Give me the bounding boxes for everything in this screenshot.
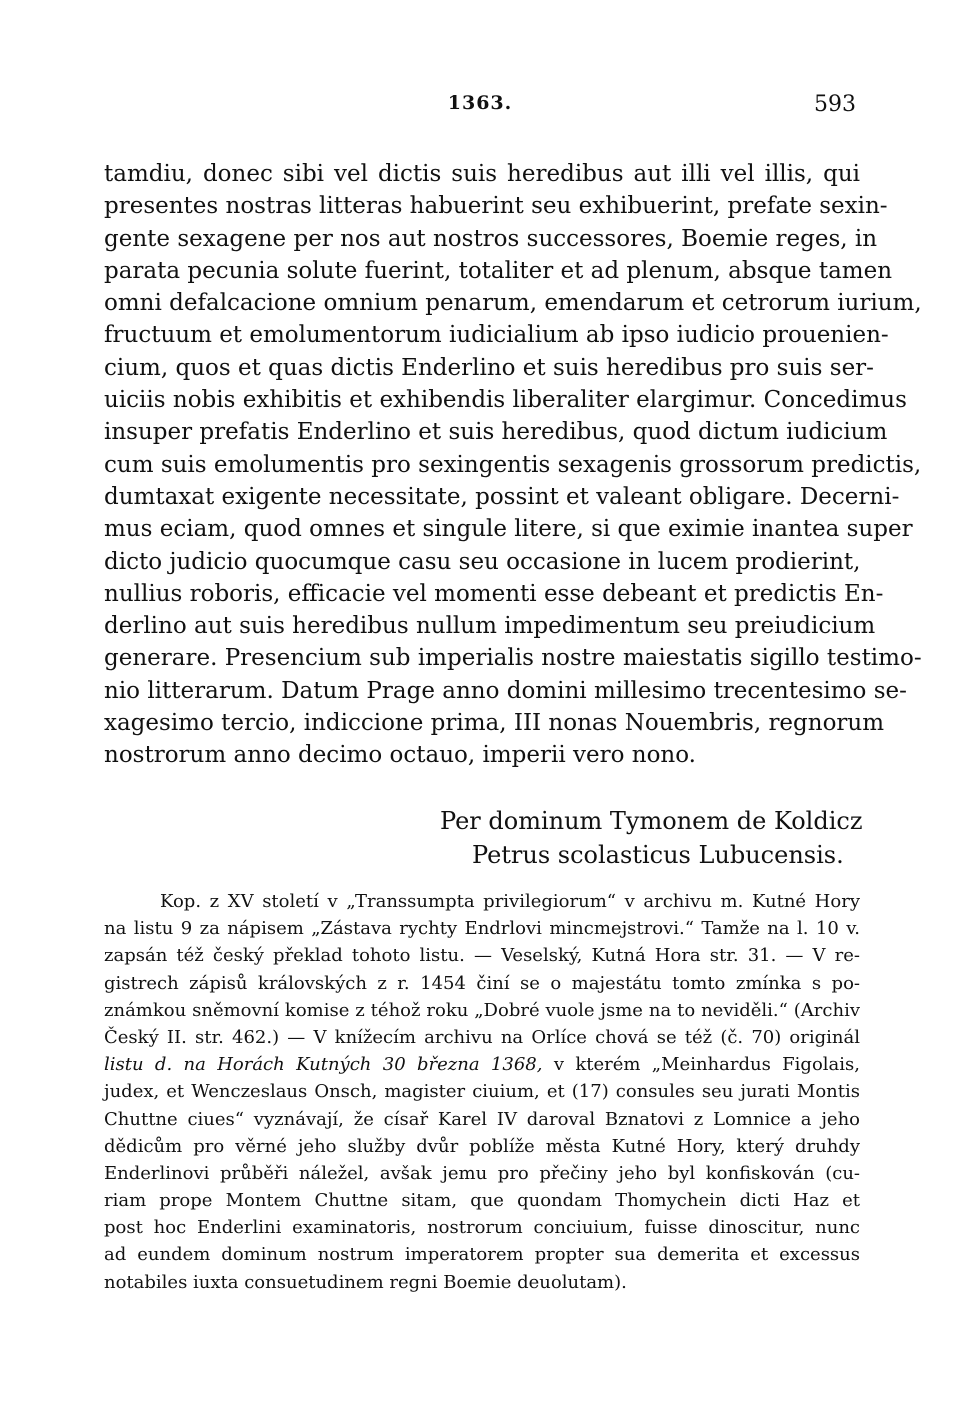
text-line: parata pecunia solute fuerint, totaliter et ad plenum, absque tamen (104, 257, 893, 284)
note-line: známkou sněmovní komise z téhož roku „Dobré vuole jsme na to neviděli.“ (Archiv (104, 999, 860, 1021)
note-line: judex, et Wenczeslaus Onsch, magister ciuium, et (17) consules seu jurati Montis (104, 1081, 860, 1103)
text-line: dumtaxat exigente necessitate, possint et valeant obligare. Decerni- (104, 483, 900, 510)
note-italic-date: listu d. na Horách Kutných 30 března 1368, (104, 1054, 543, 1076)
note-text: v kterém „Meinhardus Figolais, (542, 1054, 860, 1076)
text-line: fructuum et emolumentorum iudicialium ab ipso iudicio prouenien- (104, 322, 889, 349)
text-line: gente sexagene per nos aut nostros successores, Boemie reges, in (104, 225, 878, 252)
text-line: cum suis emolumentis pro sexingentis sexagenis grossorum predictis, (104, 451, 922, 478)
text-line: nullius roboris, efficacie vel momenti esse debeant et predictis En- (104, 580, 884, 607)
text-line: nio litterarum. Datum Prage anno domini millesimo trecentesimo se- (104, 677, 907, 704)
text-line: nostrorum anno decimo octauo, imperii vero nono. (104, 742, 696, 769)
text-line: insuper prefatis Enderlino et suis heredibus, quod dictum iudicium (104, 419, 888, 446)
note-line: dědicům pro věrné jeho služby dvůr poblíže města Kutné Hory, který druhdy (104, 1135, 860, 1157)
note-line: ad eundem dominum nostrum imperatorem propter sua demerita et excessus (104, 1244, 860, 1266)
header-year: 1363. (447, 92, 513, 114)
running-header (104, 92, 856, 120)
text-line: xagesimo tercio, indiccione prima, III nonas Nouembris, regnorum (104, 710, 885, 737)
charter-text (104, 158, 922, 772)
text-line: generare. Presencium sub imperialis nostre maiestatis sigillo testimo- (104, 645, 922, 672)
signature-line-2: Petrus scolasticus Lubucensis. (472, 841, 844, 869)
text-line: tamdiu, donec sibi vel dictis suis heredibus aut illi vel illis, qui (104, 161, 860, 187)
signature-line-1: Per dominum Tymonem de Koldicz (440, 807, 863, 835)
text-line: uiciis nobis exhibitis et exhibendis liberaliter elargimur. Concedimus (104, 387, 907, 414)
note-line: na listu 9 za nápisem „Zástava rychty Endrlovi mincmejstrovi.“ Tamže na l. 10 v. (104, 918, 860, 940)
signature-block (440, 804, 862, 872)
text-line: cium, quos et quas dictis Enderlino et suis heredibus pro suis ser- (104, 354, 874, 381)
page-number: 593 (814, 92, 856, 117)
note-line: Enderlinovi průběři náležel, avšak jemu pro přečiny jeho byl konfiskován (cu- (104, 1162, 860, 1184)
note-line: zapsán též český překlad tohoto listu. — Veselský, Kutná Hora str. 31. — V re- (104, 945, 860, 967)
note-line: notabiles iuxta consuetudinem regni Boemie deuolutam). (104, 1271, 627, 1293)
note-line: gistrech zápisů královských z r. 1454 činí se o majestátu tomto zmínka s po- (104, 972, 860, 994)
note-line: riam prope Montem Chuttne sitam, que quondam Thomychein dicti Haz et (104, 1190, 860, 1212)
text-line: dicto judicio quocumque casu seu occasione in lucem prodierint, (104, 548, 861, 575)
editorial-note (104, 888, 860, 1296)
note-line: post hoc Enderlini examinatoris, nostrorum conciuium, fuisse dinoscitur, nunc (104, 1217, 860, 1239)
note-line: Chuttne ciues“ vyznávají, že císař Karel IV daroval Bznatovi z Lomnice a jeho (104, 1108, 860, 1130)
text-line: presentes nostras litteras habuerint seu exhibuerint, prefate sexin- (104, 193, 888, 220)
text-line: derlino aut suis heredibus nullum impedimentum seu preiudicium (104, 613, 876, 640)
note-line (104, 1051, 860, 1078)
note-line: Český II. str. 462.) — V knížecím archivu na Orlíce chová se též (č. 70) originál (104, 1026, 860, 1048)
note-line: Kop. z XV století v „Transsumpta privilegiorum“ v archivu m. Kutné Hory (160, 891, 860, 912)
text-line: omni defalcacione omnium penarum, emendarum et cetrorum iurium, (104, 290, 922, 317)
text-line: mus eciam, quod omnes et singule litere, si que eximie inantea super (104, 516, 913, 543)
